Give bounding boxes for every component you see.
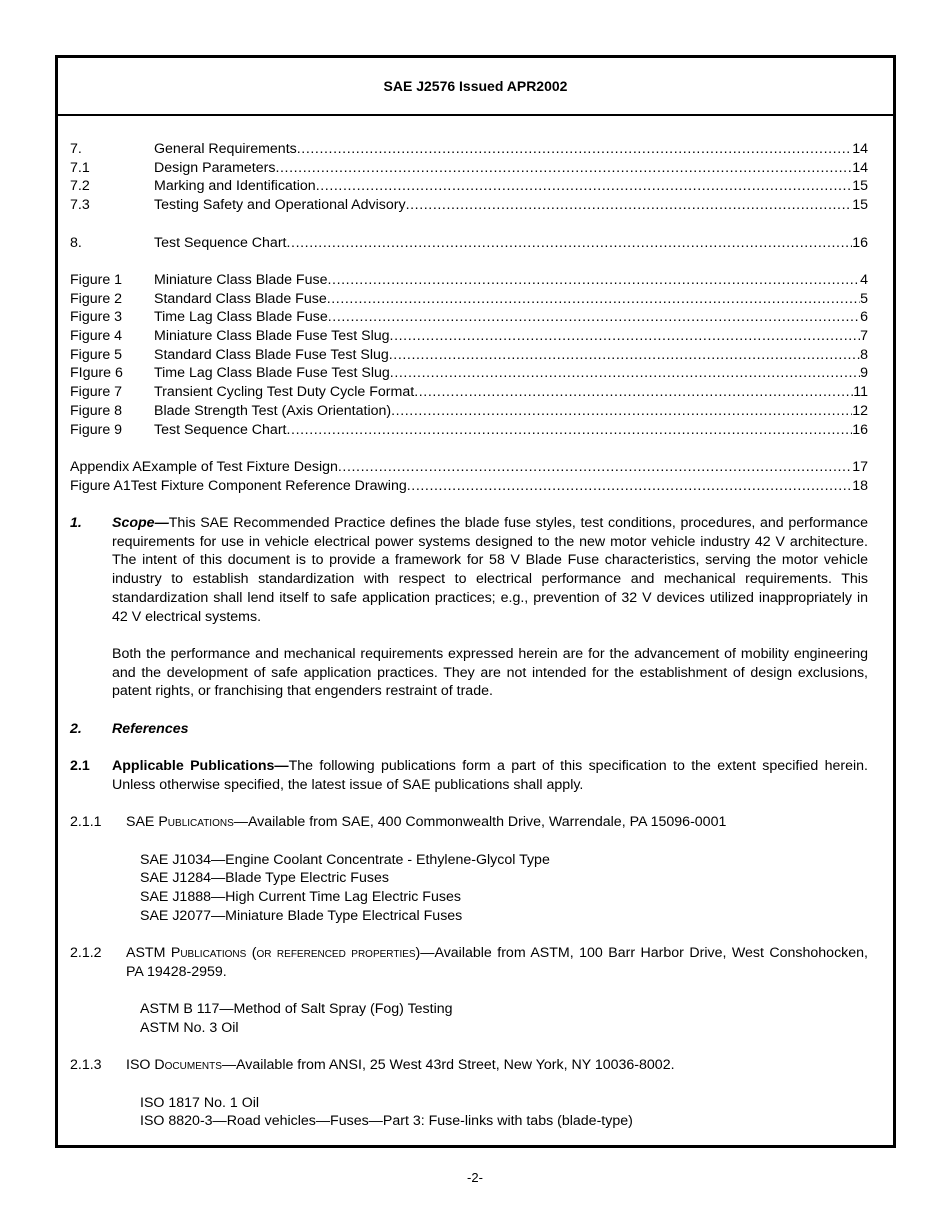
section-heading: References [112, 720, 189, 737]
reference-item: SAE J1888—High Current Time Lag Electric Fuses [140, 888, 461, 905]
dot-leader [338, 458, 852, 477]
dot-leader [390, 327, 861, 346]
toc-page-number: 9 [860, 365, 868, 382]
toc-page-number: 6 [860, 309, 868, 326]
dot-leader [407, 477, 852, 496]
section-scope [70, 514, 868, 626]
toc-page-number: 15 [852, 178, 868, 195]
toc-number: 7.1 [70, 159, 90, 176]
toc-title: Miniature Class Blade Fuse [154, 271, 328, 288]
toc-title: Blade Strength Test (Axis Orientation) [154, 402, 392, 419]
spacer [70, 925, 868, 944]
toc-title: Design Parameters [154, 159, 276, 176]
reference-list [140, 851, 868, 926]
toc-entry[interactable] [70, 234, 868, 253]
section-heading: Scope— [112, 515, 169, 531]
dot-leader [287, 421, 853, 440]
publisher-address: —Available from SAE, 400 Commonwealth Drive, Warrendale, PA 15096-0001 [233, 814, 727, 831]
section-references [70, 720, 868, 739]
dot-leader [287, 234, 853, 253]
toc-title: Standard Class Blade Fuse Test Slug [154, 346, 389, 363]
toc-number: Figure 2 [70, 290, 123, 307]
publisher-address: —Available from ASTM, 100 Barr Harbor Drive, West Conshohocken, PA 19428-2959. [126, 945, 868, 980]
publisher-name: ASTM [126, 945, 171, 962]
toc-entry[interactable] [70, 402, 868, 421]
publication-type: Publications (or referenced properties) [170, 945, 421, 962]
spacer [70, 1075, 868, 1094]
publication-type: Documents [154, 1057, 222, 1074]
toc-group [70, 234, 868, 253]
reference-item: ISO 8820-3—Road vehicles—Fuses—Part 3: Fuse-links with tabs (blade-type) [140, 1113, 633, 1130]
dot-leader [328, 308, 860, 327]
section-iso-publications [70, 1056, 868, 1075]
section-text [126, 813, 868, 832]
dot-leader [297, 140, 852, 159]
toc-entry[interactable] [70, 327, 868, 346]
toc-title: Transient Cycling Test Duty Cycle Format [154, 384, 415, 401]
toc-entry[interactable] [70, 308, 868, 327]
spacer [70, 1038, 868, 1057]
reference-item: SAE J2077—Miniature Blade Type Electrical Fuses [140, 907, 463, 924]
toc-page-number: 8 [860, 346, 868, 363]
toc-number: 7.3 [70, 197, 90, 214]
toc-number: FIgure 6 [70, 365, 123, 382]
reference-item: ISO 1817 No. 1 Oil [140, 1094, 260, 1111]
toc-title: Marking and Identification [154, 178, 316, 195]
publication-type: Publications [158, 814, 234, 831]
toc-title: Example of Test Fixture Design [141, 458, 338, 475]
dot-leader [414, 383, 853, 402]
page-frame [55, 55, 896, 1148]
spacer [70, 832, 868, 851]
toc-title: Testing Safety and Operational Advisory [154, 197, 406, 214]
section-number: 2.1.1 [70, 814, 102, 831]
page-number: -2- [467, 1170, 483, 1185]
toc-group [70, 271, 868, 439]
toc-title: Test Sequence Chart [154, 421, 287, 438]
section-heading: Applicable Publications— [112, 758, 289, 775]
toc-title: Standard Class Blade Fuse [154, 290, 327, 307]
reference-item: SAE J1284—Blade Type Electric Fuses [140, 870, 389, 887]
toc-entry[interactable] [70, 177, 868, 196]
dot-leader [327, 271, 860, 290]
toc-page-number: 16 [852, 234, 868, 251]
section-sae-publications [70, 813, 868, 832]
section-number: 2.1 [70, 758, 90, 775]
toc-page-number: 7 [860, 328, 868, 344]
publisher-address: —Available from ANSI, 25 West 43rd Street, New York, NY 10036-8002. [221, 1057, 675, 1074]
toc-entry[interactable] [70, 421, 868, 440]
reference-item: ASTM B 117—Method of Salt Spray (Fog) Testing [140, 1001, 453, 1018]
toc-entry[interactable] [70, 159, 868, 178]
spacer [70, 981, 868, 1000]
dot-leader [389, 346, 860, 365]
section-number: 2.1.3 [70, 1057, 102, 1074]
dot-leader [316, 177, 853, 196]
section-text: The following publications form a part of this specification to the extent specified herein. Unless otherwise specified, the latest issue of SAE publications shall apply. [112, 758, 868, 793]
page-content [70, 140, 868, 1131]
section-number: 2.1.2 [70, 945, 102, 962]
reference-item: SAE J1034—Engine Coolant Concentrate - Ethylene-Glycol Type [140, 851, 550, 868]
toc-page-number: 17 [852, 458, 868, 475]
toc-page-number: 5 [860, 290, 868, 307]
toc-page-number: 11 [853, 384, 868, 401]
section-applicable-publications [70, 757, 868, 794]
toc-title: Test Fixture Component Reference Drawing [130, 477, 407, 494]
toc-entry[interactable] [70, 290, 868, 309]
toc-group [70, 140, 868, 215]
section-text [126, 1056, 868, 1075]
section-text [126, 944, 868, 981]
toc-title: Time Lag Class Blade Fuse [154, 309, 328, 326]
toc-number: Figure 5 [70, 346, 123, 363]
toc-entry[interactable] [70, 383, 868, 402]
toc-title: Miniature Class Blade Fuse Test Slug [154, 328, 390, 344]
dot-leader [327, 290, 860, 309]
toc-title: Time Lag Class Blade Fuse Test Slug [154, 365, 390, 382]
toc-number: Figure 7 [70, 384, 123, 401]
toc-group [70, 458, 868, 495]
toc-number: Figure 3 [70, 309, 123, 326]
toc-number: Figure 4 [70, 328, 123, 344]
toc-page-number: 15 [852, 197, 868, 214]
document-header [58, 58, 893, 116]
toc-number: Figure 8 [70, 402, 123, 419]
dot-leader [391, 402, 852, 421]
toc-number: 7.2 [70, 178, 90, 195]
toc-title: General Requirements [154, 141, 297, 157]
toc-entry[interactable] [70, 364, 868, 383]
reference-item: ASTM No. 3 Oil [140, 1019, 239, 1036]
dot-leader [406, 196, 853, 215]
toc-entry[interactable] [70, 140, 868, 159]
reference-list [140, 1094, 868, 1131]
section-number: 1. [70, 515, 82, 531]
section-number: 2. [70, 720, 82, 737]
toc-page-number: 12 [852, 402, 868, 419]
toc-entry[interactable] [70, 477, 868, 496]
toc-entry[interactable] [70, 346, 868, 365]
toc-number: Figure 9 [70, 421, 123, 438]
toc-page-number: 16 [852, 421, 868, 438]
toc-page-number: 18 [852, 477, 868, 494]
toc-number: Appendix A [70, 458, 142, 475]
section-astm-publications [70, 944, 868, 981]
document-title: SAE J2576 Issued APR2002 [383, 78, 568, 94]
toc-number: 7. [70, 141, 82, 157]
section-text: This SAE Recommended Practice defines the blade fuse styles, test conditions, procedures, and performance requirements for use in vehicle electrical power systems designed to the new motor vehicle industry 42 V architecture. The intent of this document is to provide a framework for 58 V Blade Fuse characteristics, serving the motor vehicle industry to establish standardization with respect to electrical performance and mechanical requirements. This standardization shall lend itself to safe application practices; e.g., prevention of 32 V devices utilized inappropriately in 42 V electrical systems. [112, 515, 868, 625]
toc-number: Figure 1 [70, 271, 123, 288]
publisher-name: ISO [126, 1057, 155, 1074]
toc-title: Test Sequence Chart [154, 234, 287, 251]
scope-paragraph-2: Both the performance and mechanical requirements expressed herein are for the advancement of mobility engineering and the development of safe application practices. They are not intended for the establishment of design exclusions, patent rights, or franchising that engenders restraint of trade. [112, 645, 868, 700]
toc-page-number: 14 [852, 159, 868, 176]
toc-entry[interactable] [70, 271, 868, 290]
toc-number: 8. [70, 234, 82, 251]
toc-entry[interactable] [70, 196, 868, 215]
dot-leader [275, 159, 852, 178]
toc-entry[interactable] [70, 458, 868, 477]
dot-leader [390, 364, 860, 383]
toc-number: Figure A1 [70, 477, 131, 494]
toc-page-number: 4 [860, 271, 868, 288]
toc-page-number: 14 [852, 141, 868, 157]
reference-list [140, 1000, 868, 1037]
publisher-name: SAE [126, 814, 159, 831]
